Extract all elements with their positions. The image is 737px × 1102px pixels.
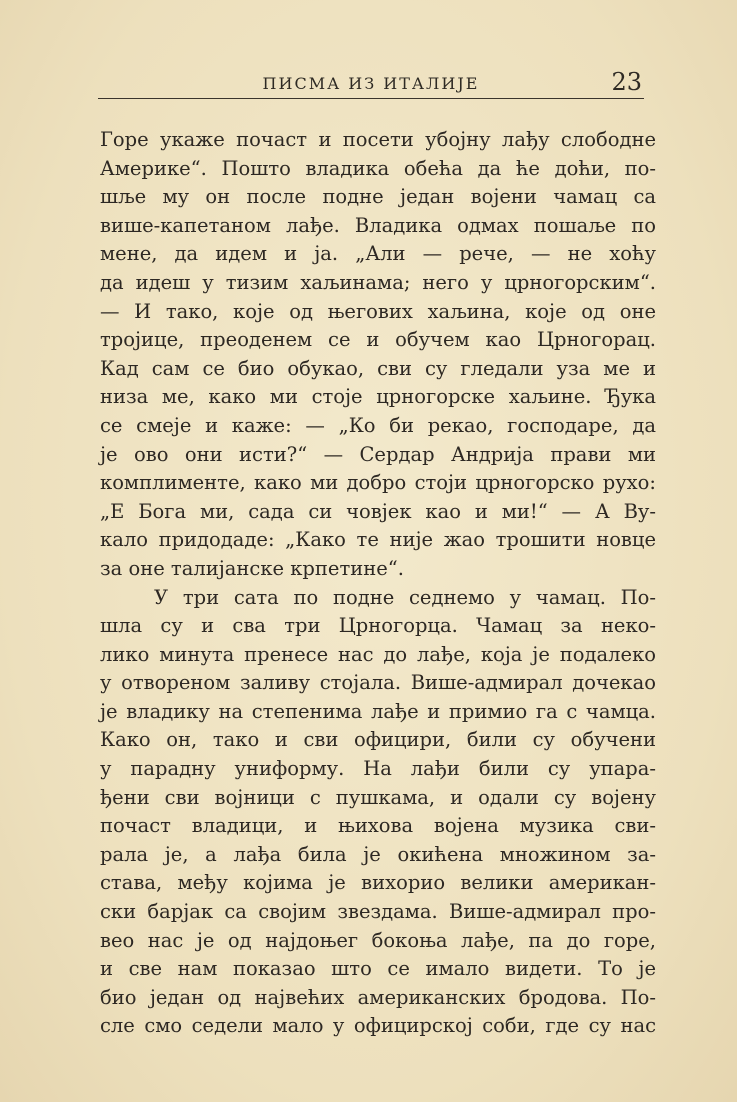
text-line: става, међу којима је вихорио велики американ-: [100, 871, 656, 895]
text-line: ђени сви војници с пушкама, и одали су војену: [100, 785, 656, 809]
text-line: вео нас је од најдоњег бокоња лађе, па до горе,: [100, 928, 656, 952]
text-line: сле смо седели мало у официрској соби, где су нас: [100, 1014, 656, 1038]
text-line: кало придодаде: „Како те није жао трошити новце: [100, 528, 656, 552]
text-line: и све нам показао што се имало видети. То је: [100, 957, 656, 981]
text-line: Горе укаже почаст и посети убојну лађу слободне: [100, 128, 656, 151]
text-line: се смеје и каже: — „Ко би рекао, господаре, да: [100, 413, 656, 437]
text-line: шла су и сва три Црногорца. Чамац за неко-: [100, 614, 656, 638]
text-line: је ово они исти?“ — Сердар Андрија прави ми: [100, 442, 656, 466]
text-line: за оне талијанске крпетине“.: [100, 556, 404, 580]
text-line: — И тако, које од његових хаљина, које од оне: [100, 299, 656, 323]
paragraph: [100, 584, 656, 1042]
text-line: почаст владици, и њихова војена музика сви-: [100, 814, 656, 838]
text-line: је владику на степенима лађе и примио га с чамца.: [100, 699, 656, 723]
body-text: [100, 126, 656, 1041]
page-number: 23: [611, 68, 642, 96]
text-line: низа ме, како ми стоје црногорске хаљине. Ђука: [100, 385, 656, 409]
text-line: шље му он после подне један војени чамац са: [100, 185, 656, 209]
text-line: Како он, тако и сви официри, били су обучени: [100, 728, 656, 752]
text-line: „Е Бога ми, сада си човјек као и ми!“ — А Ву-: [100, 499, 656, 523]
text-line: био један од највећих американских бродова. По-: [100, 985, 656, 1009]
paragraph: [100, 126, 656, 584]
text-line: Америке“. Пошто владика обећа да ће доћи, по-: [100, 156, 656, 180]
text-line: мене, да идем и ја. „Али — рече, — не хоћу: [100, 242, 656, 266]
text-line: да идеш у тизим хаљинама; него у црногорским“.: [100, 270, 656, 294]
text-line: У три сата по подне седнемо у чамац. По-: [154, 585, 656, 609]
running-title: ПИСМА ИЗ ИТАЛИЈЕ: [262, 74, 480, 93]
text-line: лико минута пренесе нас до лађе, која је подалеко: [100, 642, 656, 666]
text-line: тројице, преоденем се и обучем као Црногорац.: [100, 328, 656, 352]
running-header: [98, 66, 644, 99]
text-line: комплименте, како ми добро стоји црногорско рухо:: [100, 471, 656, 495]
text-line: више-капетаном лађе. Владика одмах пошаље по: [100, 213, 656, 237]
text-line: ски барјак са својим звездама. Више-адмирал про-: [100, 900, 656, 924]
text-line: рала је, а лађа била је окићена множином за-: [100, 842, 656, 866]
text-line: у отвореном заливу стојала. Више-адмирал дочекао: [100, 671, 656, 695]
text-line: у парадну униформу. На лађи били су упара-: [100, 757, 656, 781]
text-line: Кад сам се био обукао, сви су гледали уза ме и: [100, 356, 656, 380]
